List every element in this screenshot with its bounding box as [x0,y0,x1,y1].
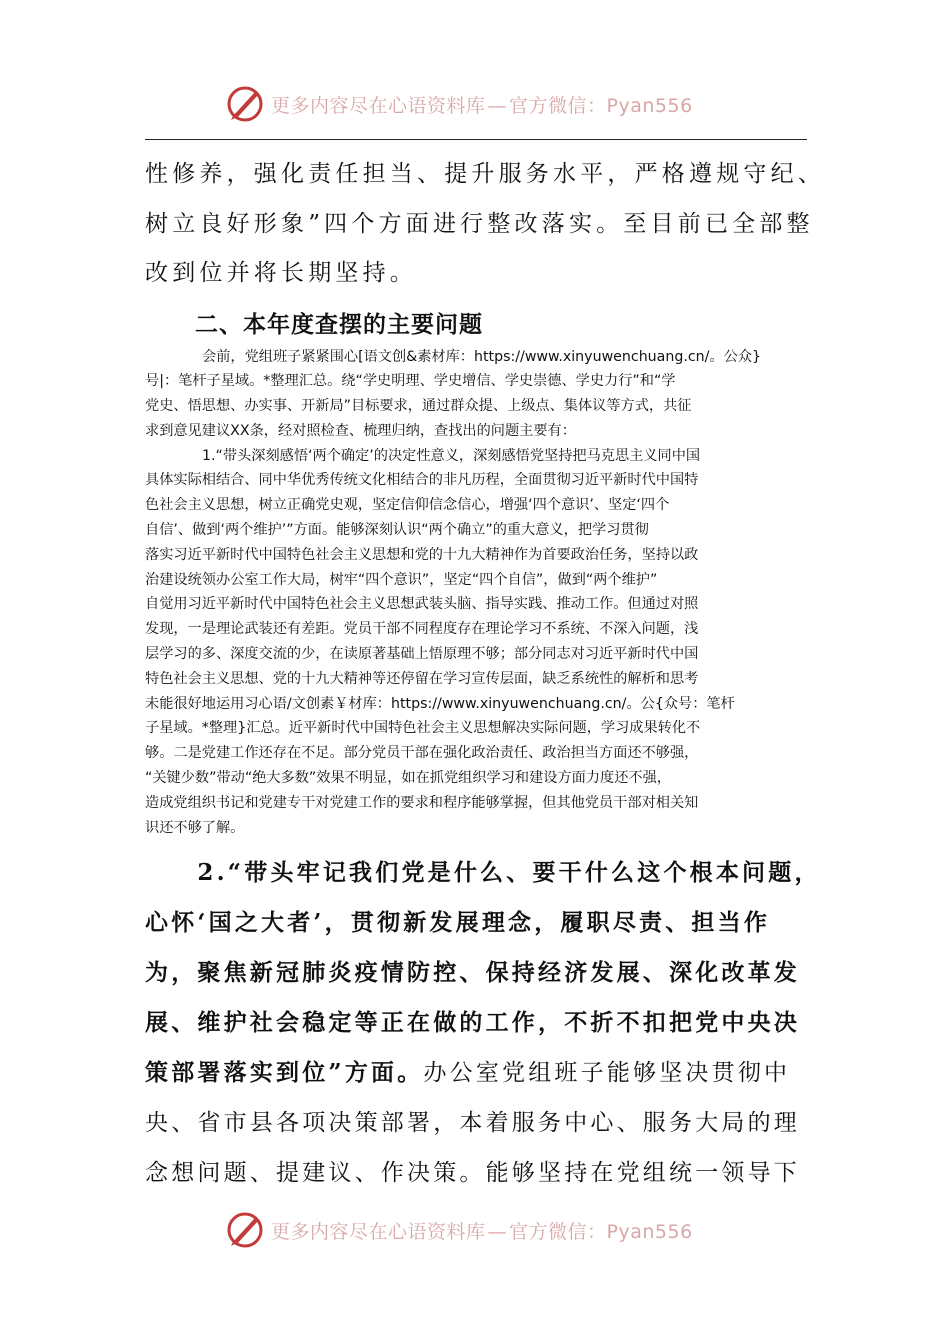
text-line: 党史、悟思想、办实事、开新局”目标要求，通过群众提、上级点、集体议等方式，共征 [145,398,692,415]
text-line: 未能很好地运用习心语/文创素￥材库：https://www.xinyuwenchuang.cn/。公{众号：笔杆 [145,695,735,712]
text-line: 落实习近平新时代中国特色社会主义思想和党的十九大精神作为首要政治任务，坚持以政 [145,546,699,563]
header-rule [145,139,807,140]
text-line: 具体实际相结合、同中华优秀传统文化相结合的非凡历程，全面贯彻习近平新时代中国特 [145,472,699,489]
pen-logo-icon [225,84,265,124]
text-line: 央、省市县各项决策部署，本着服务中心、服务大局的理 [145,1110,800,1137]
text-line: 特色社会主义思想、党的十九大精神等还停留在学习宣传层面，缺乏系统性的解析和思考 [145,670,699,687]
banner-text: 更多内容尽在心语资料库 — 官方微信：Pyan556 [271,1220,693,1243]
banner-text: 更多内容尽在心语资料库 — 官方微信：Pyan556 [271,94,693,117]
text-line: “关键少数”带动“绝大多数”效果不明显，如在抓党组织学习和建设方面力度还不强， [145,770,671,787]
bold-text-line: 展、维护社会稳定等正在做的工作，不折不扣把党中央决 [145,1009,800,1037]
text-line: 1.“带头深刻感悟‘两个确定’的决定性意义，深刻感悟党坚持把马克思主义同中国 [202,447,701,464]
section-heading: 二、本年度查摆的主要问题 [195,311,483,338]
text-line: 求到意见建议XX条，经对照检查、梳理归纳，查找出的问题主要有： [145,422,576,439]
text-line: 树立良好形象”四个方面进行整改落实。至目前已全部整 [145,210,814,237]
text-line: 自信’、做到‘两个维护’”方面。能够深刻认识“两个确立”的重大意义，把学习贯彻 [145,522,649,539]
text-line: 治建设统领办公室工作大局，树牢“四个意识”，坚定“四个自信”，做到“两个维护” [145,571,658,588]
text-line: 色社会主义思想，树立正确党史观，坚定信仰信念信心，增强‘四个意识’、坚定‘四个 [145,497,670,514]
bold-text-line: 2.“带头牢记我们党是什么、要干什么这个根本问题， [145,859,821,887]
mixed-text-line [145,1048,807,1098]
text-line: 造成党组织书记和党建专干对党建工作的要求和程序能够掌握，但其他党员干部对相关知 [145,794,699,811]
text-line: 改到位并将长期坚持。 [145,260,417,286]
paragraph-3 [145,848,821,1198]
footer-banner [225,1210,725,1250]
text-line: 会前，党组班子紧紧围心[语文创&素材库：https://www.xinyuwenchuang.cn/。公众} [202,348,762,365]
text-line: 识还不够了解。 [145,819,245,836]
text-line: 号|：笔杆子星域。*整理汇总。绕“学史明理、学史增信、学史崇德、学史力行”和“学 [145,373,676,390]
intro-paragraph [145,150,825,299]
text-line: 性修养，强化责任担当、提升服务水平，严格遵规守纪、 [145,161,825,187]
bold-text-line: 为，聚焦新冠肺炎疫情防控、保持经济发展、深化改革发 [145,959,800,987]
text-line: 够。二是党建工作还存在不足。部分党员干部在强化政治责任、政治担当方面还不够强， [145,745,699,762]
text-line: 层学习的多、深度交流的少，在读原著基础上悟原理不够；部分同志对习近平新时代中国 [145,646,699,663]
text-line: 念想问题、提建议、作决策。能够坚持在党组统一领导下 [145,1160,800,1187]
text-line: 自觉用习近平新时代中国特色社会主义思想武装头脑、指导实践、推动工作。但通过对照 [145,596,699,613]
pen-logo-icon [225,1210,265,1250]
text-line: 子星域。*整理}汇总。近平新时代中国特色社会主义思想解决实际问题，学习成果转化不 [145,720,701,737]
text-line: 发现，一是理论武装还有差距。党员干部不同程度存在理论学习不系统、不深入问题，浅 [145,621,699,638]
header-banner [225,84,725,124]
paragraph-1 [145,345,807,444]
bold-span: 策部署落实到位”方面。 [145,1059,424,1087]
document-body [145,150,825,1198]
normal-span: 办公室党组班子能够坚决贯彻中 [423,1060,791,1087]
paragraph-2 [145,444,807,841]
bold-text-line: 心怀‘国之大者’，贯彻新发展理念，履职尽责、担当作 [145,909,771,937]
